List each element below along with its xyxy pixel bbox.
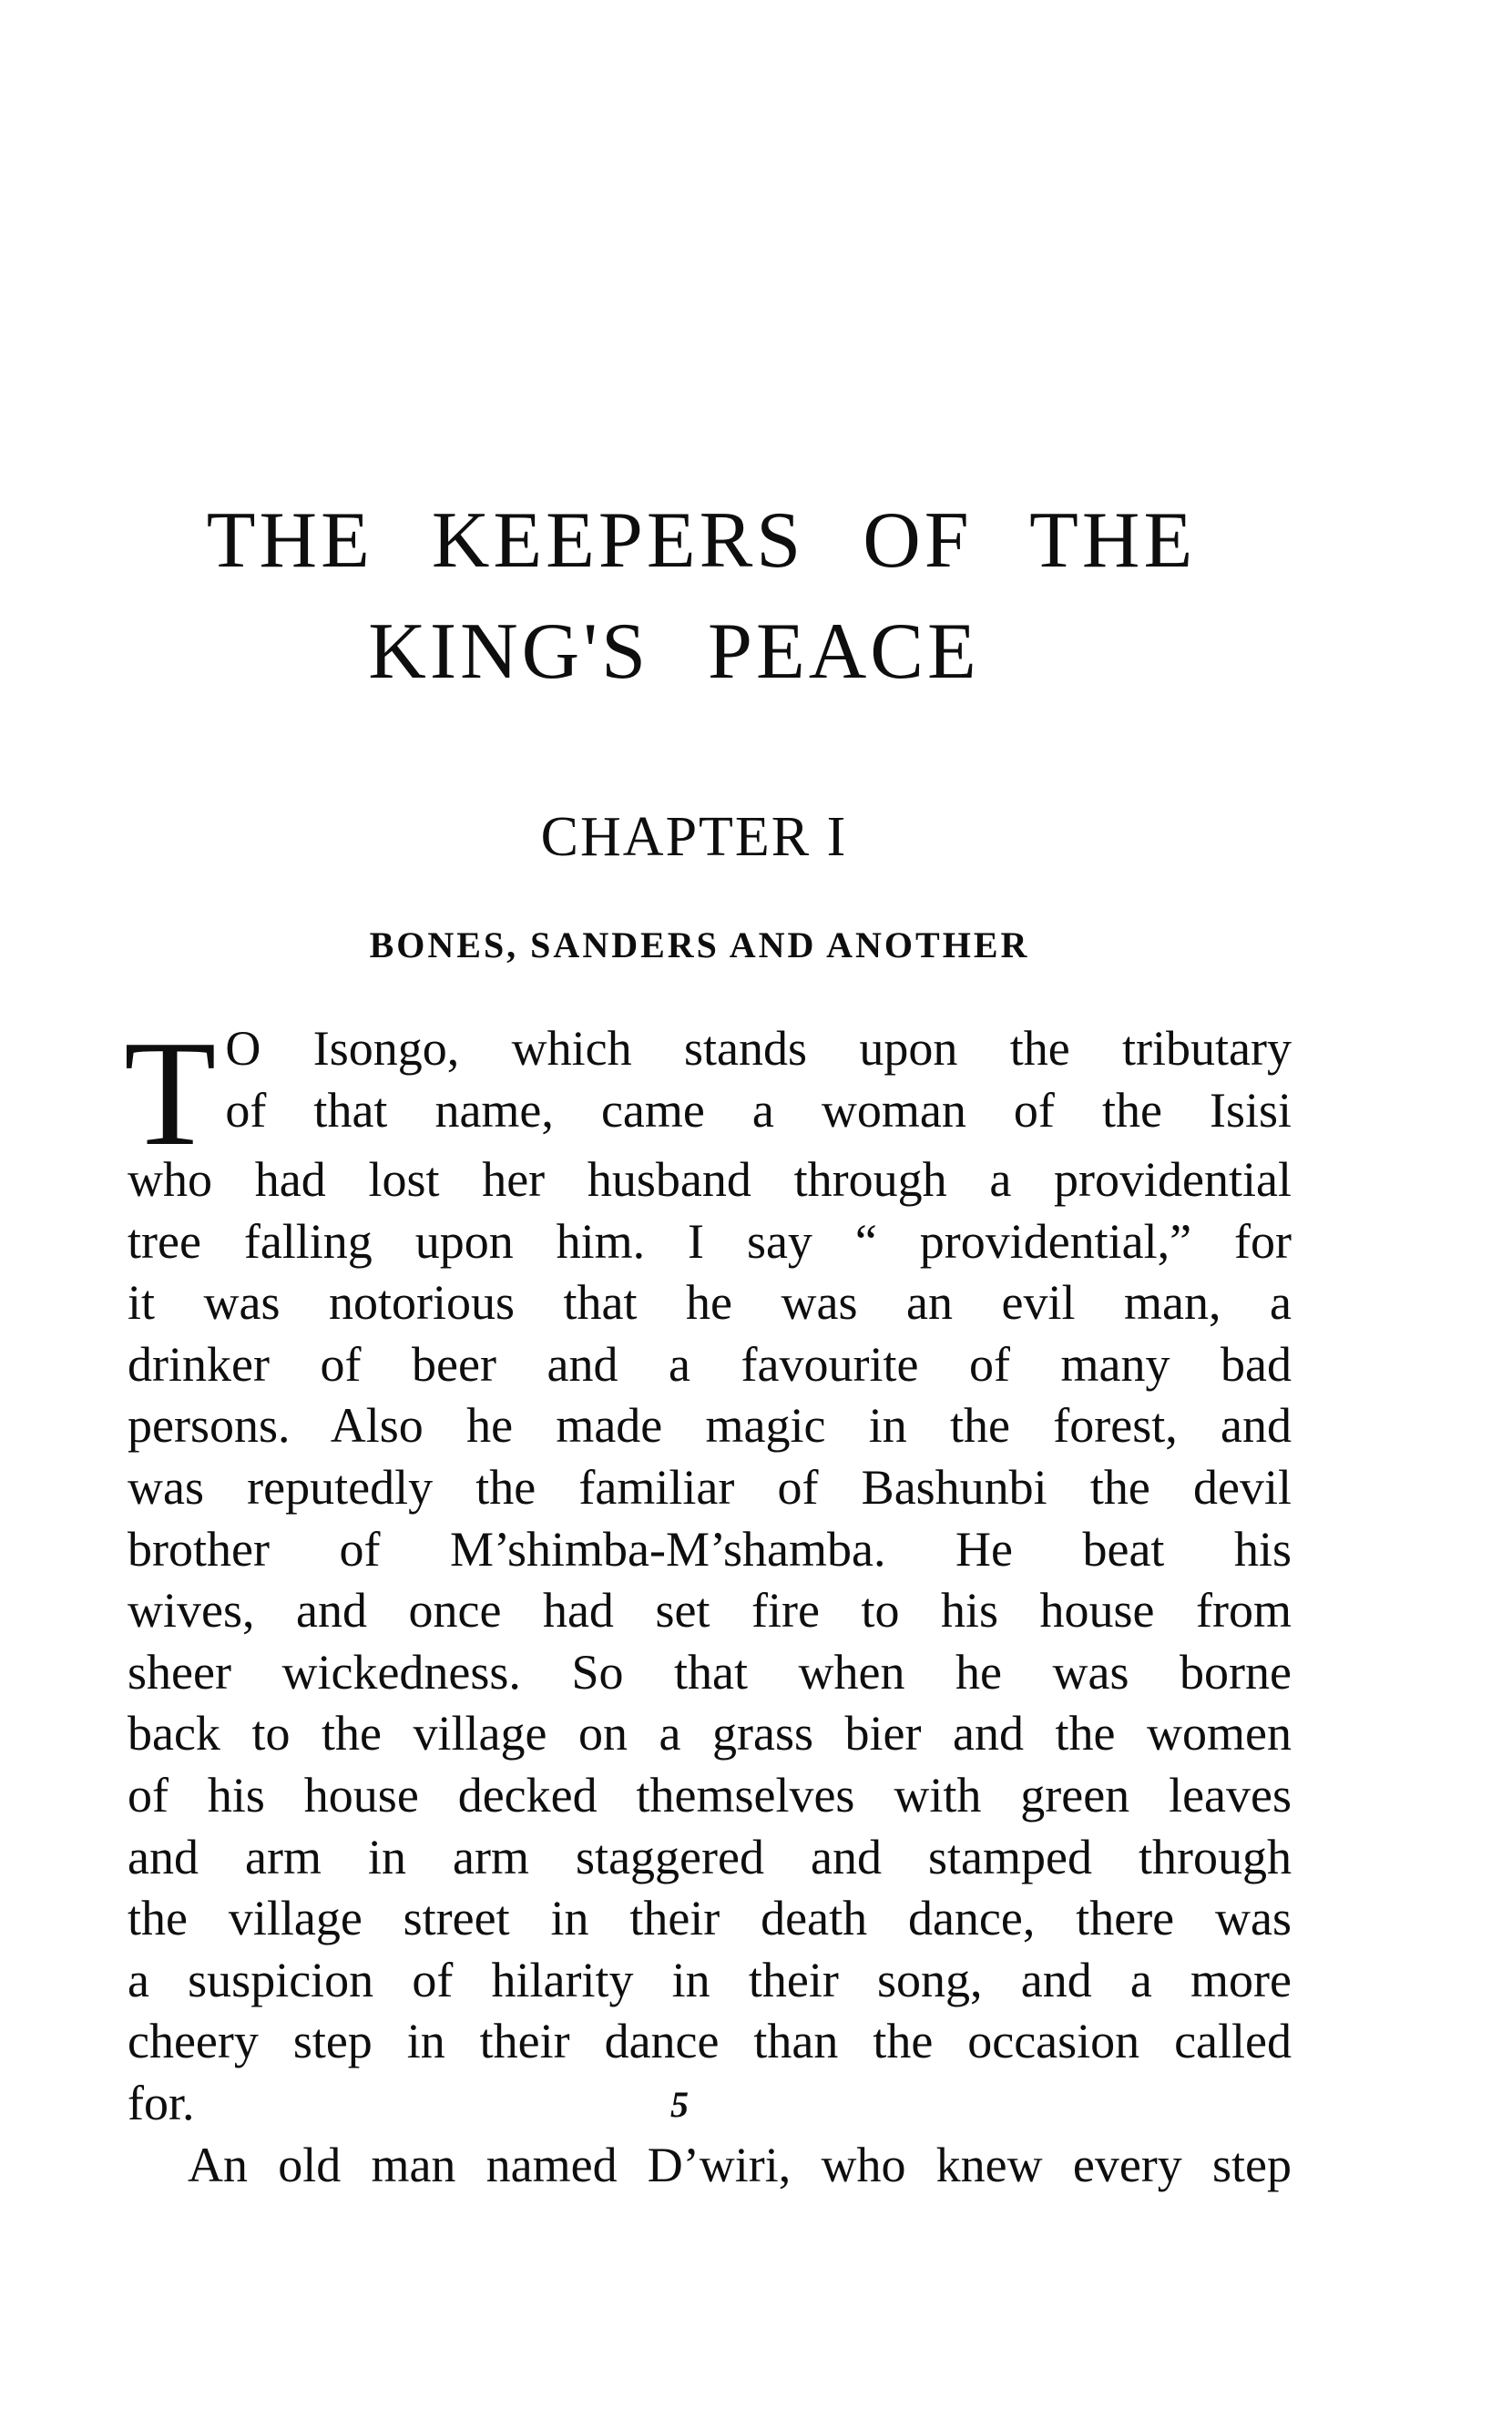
text-line: and arm in arm staggered and stamped through xyxy=(128,1829,1292,1884)
body-text xyxy=(124,1009,1292,2196)
text-line: sheer wickedness. So that when he was borne xyxy=(128,1644,1292,1700)
text-line: it was notorious that he was an evil man, a xyxy=(128,1275,1292,1331)
drop-cap: T xyxy=(124,1009,217,1177)
text-line: who had lost her husband through a providential xyxy=(128,1152,1292,1207)
text-line: persons. Also he made magic in the forest, and xyxy=(128,1398,1292,1454)
text-line: drinker of beer and a favourite of many bad xyxy=(128,1336,1292,1392)
text-line: O Isongo, which stands upon the tributary xyxy=(225,1021,1292,1076)
book-title-line-2: KING'S PEACE xyxy=(368,608,980,696)
text-line: a suspicion of hilarity in their song, and a more xyxy=(128,1952,1292,2007)
text-line: wives, and once had set fire to his house from xyxy=(128,1583,1292,1639)
text-line: of that name, came a woman of the Isisi xyxy=(225,1082,1292,1138)
text-line: brother of M’shimba-M’shamba. He beat his xyxy=(128,1521,1292,1577)
book-title-line-1: THE KEEPERS OF THE xyxy=(206,496,1197,585)
text-line: for. xyxy=(128,2075,195,2130)
chapter-heading: CHAPTER I xyxy=(540,806,848,868)
text-line: was reputedly the familiar of Bashunbi the devil xyxy=(128,1459,1292,1515)
text-line: the village street in their death dance, there was xyxy=(128,1891,1292,1946)
page-number: 5 xyxy=(670,2084,689,2125)
text-line: of his house decked themselves with green leaves xyxy=(128,1767,1292,1822)
text-line: back to the village on a grass bier and the women xyxy=(128,1706,1292,1761)
paragraph-1 xyxy=(124,1009,1292,2135)
text-line: cheery step in their dance than the occasion called xyxy=(128,2014,1292,2069)
chapter-subtitle: BONES, SANDERS AND ANOTHER xyxy=(369,924,1030,965)
paragraph-2 xyxy=(128,2135,1292,2197)
text-line: An old man named D’wiri, who knew every step xyxy=(188,2137,1292,2192)
text-line: tree falling upon him. I say “ providential,” for xyxy=(128,1213,1292,1269)
